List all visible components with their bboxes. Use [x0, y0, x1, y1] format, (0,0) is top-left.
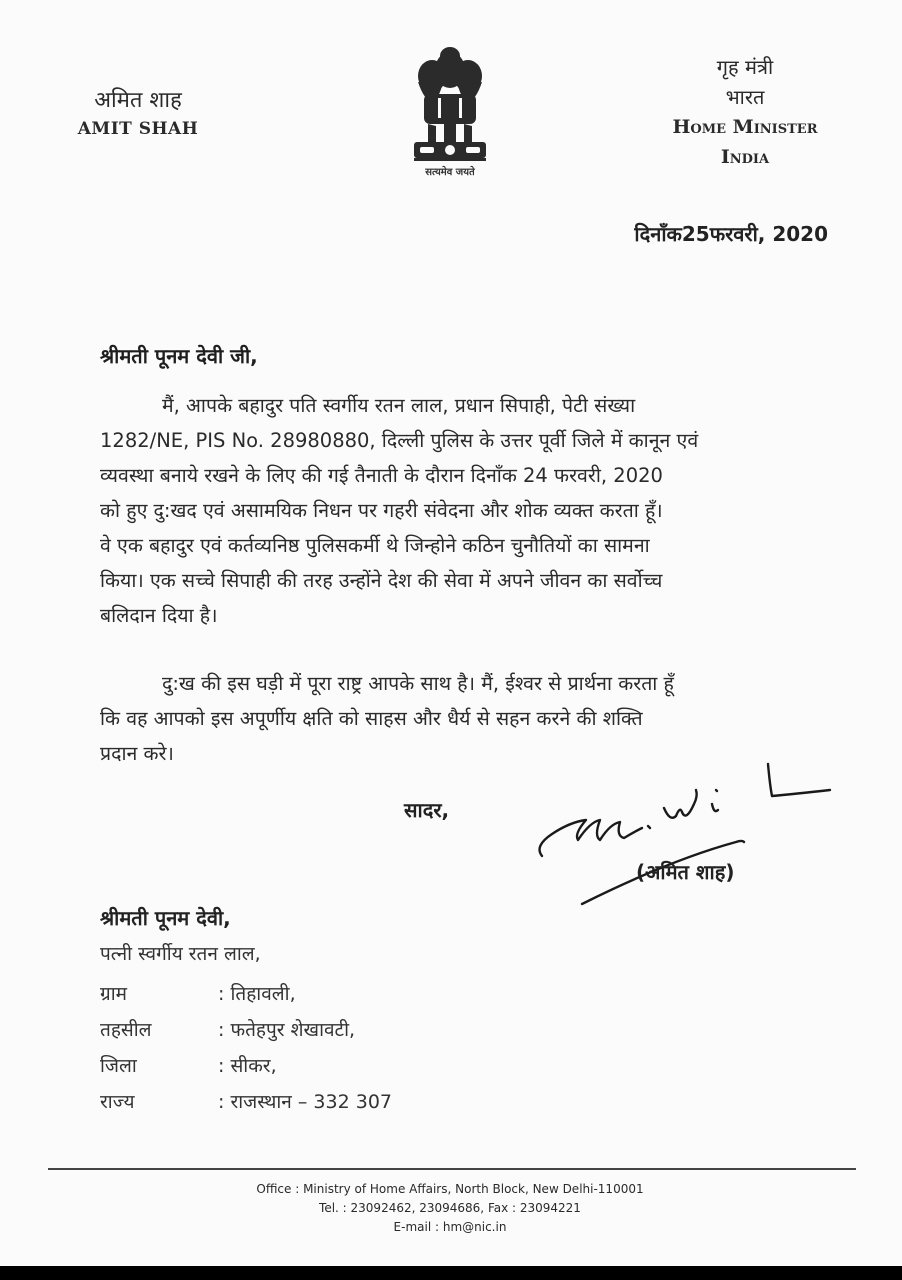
footer-phone: Tel. : 23092462, 23094686, Fax : 23094221 — [319, 1201, 581, 1215]
closing-regards: सादर, — [404, 798, 450, 822]
address-row-village — [100, 980, 296, 1006]
paragraph-line: दु:ख की इस घड़ी में पूरा राष्ट्र आपके साथ है। मैं, ईश्वर से प्रार्थना करता हूँ — [162, 672, 674, 695]
bottom-edge — [0, 1266, 902, 1280]
recipient-relation: पत्नी स्वर्गीय रतन लाल, — [100, 943, 261, 965]
office-title-english-2: India — [720, 146, 770, 168]
sender-name-english: AMIT SHAH — [77, 119, 199, 139]
paragraph-line: व्यवस्था बनाये रखने के लिए की गई तैनाती के दौरान दिनाँक 24 फरवरी, 2020 — [100, 464, 663, 487]
salutation: श्रीमती पूनम देवी जी, — [100, 344, 258, 368]
address-label: जिला — [100, 1055, 137, 1077]
footer-divider — [48, 1168, 856, 1170]
paragraph-line: मैं, आपके बहादुर पति स्वर्गीय रतन लाल, प्रधान सिपाही, पेटी संख्या — [162, 394, 636, 417]
footer-office: Office : Ministry of Home Affairs, North Block, New Delhi-110001 — [256, 1182, 644, 1196]
footer-contact — [150, 1180, 750, 1237]
address-value: : सीकर, — [218, 1055, 277, 1077]
address-row-tehsil — [100, 1016, 355, 1042]
paragraph-line: किया। एक सच्चे सिपाही की तरह उन्होंने देश की सेवा में अपने जीवन का सर्वोच्च — [100, 569, 663, 592]
signatory-name: (अमित शाह) — [636, 860, 735, 884]
address-value: : राजस्थान – 332 307 — [218, 1091, 392, 1113]
address-label: तहसील — [100, 1019, 152, 1041]
office-title-hindi-1: गृह मंत्री — [716, 55, 774, 79]
address-value: : फतेहपुर शेखावटी, — [218, 1019, 356, 1041]
sender-name-hindi: अमित शाह — [94, 88, 182, 113]
address-row-state — [100, 1088, 392, 1114]
paragraph-line: को हुए दु:खद एवं असामयिक निधन पर गहरी संवेदना और शोक व्यक्त करता हूँ। — [100, 499, 663, 522]
paragraph-line: कि वह आपको इस अपूर्णीय क्षति को साहस और धैर्य से सहन करने की शक्ति — [100, 707, 643, 730]
address-value: : तिहावली, — [218, 983, 296, 1005]
paragraph-line: प्रदान करे। — [100, 742, 174, 765]
paragraph-line: वे एक बहादुर एवं कर्तव्यनिष्ठ पुलिसकर्मी थे जिन्होने कठिन चुनौतियों का सामना — [100, 534, 650, 557]
recipient-name: श्रीमती पूनम देवी, — [100, 906, 231, 930]
address-label: राज्य — [100, 1091, 135, 1113]
address-label: ग्राम — [100, 983, 127, 1005]
paragraph-line: 1282/NE, PIS No. 28980880, दिल्ली पुलिस के उत्तर पूर्वी जिले में कानून एवं — [100, 429, 699, 452]
handwritten-signature — [530, 750, 840, 920]
footer-email: E-mail : hm@nic.in — [393, 1220, 507, 1234]
body-paragraph-1 — [100, 388, 828, 633]
office-title-hindi-2: भारत — [725, 85, 765, 109]
emblem-motto: सत्यमेव जयते — [425, 167, 475, 178]
paragraph-line: बलिदान दिया है। — [100, 604, 218, 627]
letter-date: दिनाँक25फरवरी, 2020 — [634, 222, 828, 246]
sender-name-block — [58, 86, 218, 142]
address-row-district — [100, 1052, 277, 1078]
office-title-block — [630, 52, 860, 172]
office-title-english-1: Home Minister — [672, 116, 818, 138]
